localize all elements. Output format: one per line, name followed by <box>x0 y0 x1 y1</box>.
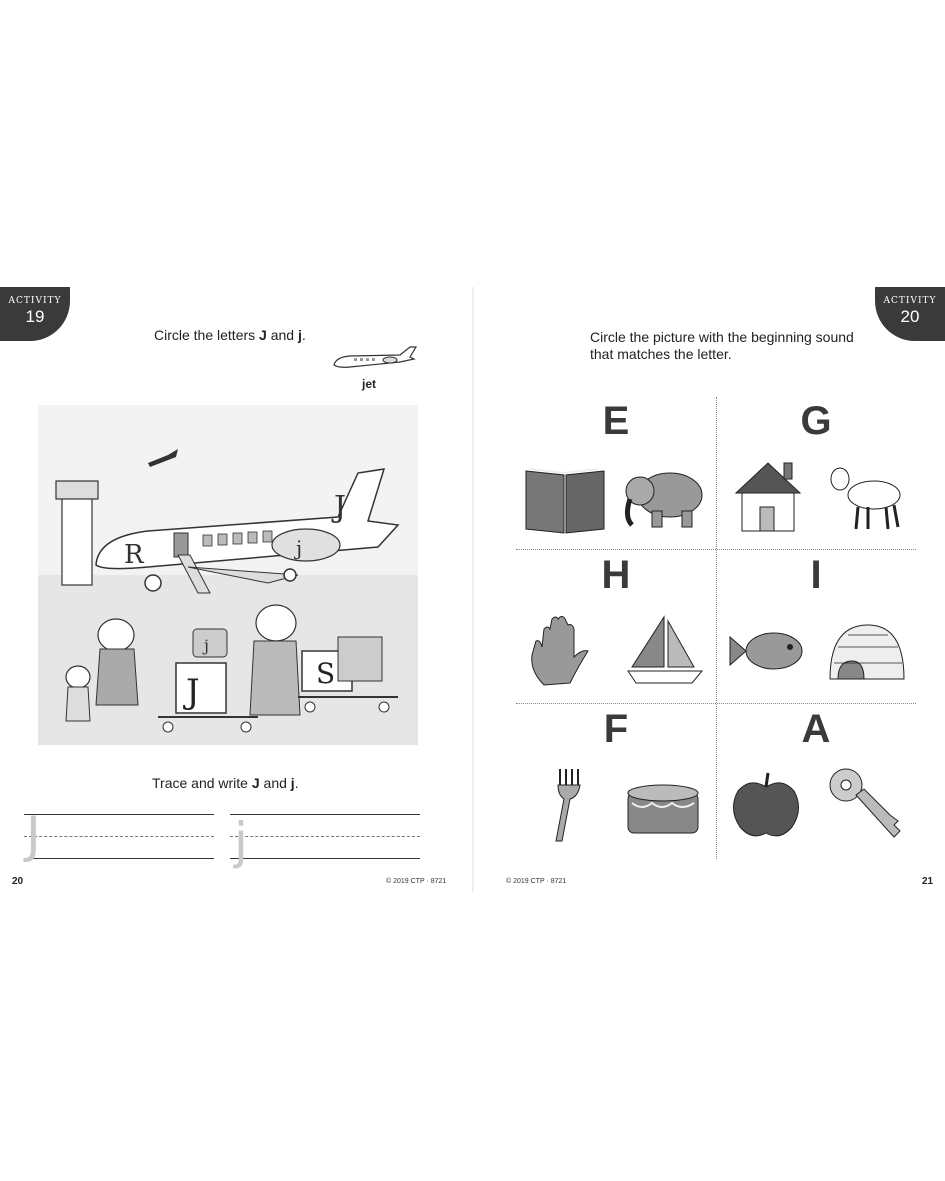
sailboat-icon[interactable] <box>624 611 710 691</box>
scene-letter-R: R <box>124 540 144 570</box>
cell-A <box>716 705 916 855</box>
trace-and: and <box>259 775 291 791</box>
cell-E <box>516 397 716 547</box>
cell-G <box>716 397 916 547</box>
airport-scene <box>38 405 418 745</box>
fish-icon[interactable] <box>726 611 812 691</box>
instruction-letter-upper: J <box>259 327 267 343</box>
instruction-line-1: Circle the picture with the beginning sound <box>590 329 854 345</box>
left-copyright: © 2019 CTP · 8721 <box>386 878 447 885</box>
right-page-number: 21 <box>922 876 934 887</box>
trace-ghost-j: j <box>234 812 248 870</box>
right-copyright: © 2019 CTP · 8721 <box>506 878 567 885</box>
left-page <box>0 287 472 892</box>
activity-tab-20 <box>875 287 945 341</box>
cake-icon[interactable] <box>620 765 706 845</box>
cell-F <box>516 705 716 855</box>
hand-icon[interactable] <box>522 611 608 691</box>
goat-icon[interactable] <box>824 457 910 537</box>
cell-H <box>516 551 716 701</box>
trace-letter-lower: j <box>290 775 295 791</box>
right-instruction <box>590 329 854 363</box>
fork-icon[interactable] <box>522 765 608 845</box>
instruction-end: . <box>301 327 306 343</box>
cell-letter: H <box>601 553 631 597</box>
left-instruction <box>154 327 306 343</box>
jet-label: jet <box>362 377 377 391</box>
trace-area-upper[interactable] <box>24 804 214 864</box>
apple-icon[interactable] <box>726 765 812 845</box>
scene-letter-j-bag: j <box>204 636 209 655</box>
activity-tab-number: 20 <box>900 307 920 326</box>
scene-letter-S-bag: S <box>316 657 336 690</box>
cell-letter: G <box>800 399 832 443</box>
scene-letter-J-bag: J <box>186 672 200 712</box>
elephant-icon[interactable] <box>620 457 706 537</box>
cell-letter: F <box>603 707 629 751</box>
trace-area-lower[interactable] <box>230 804 420 870</box>
trace-text: Trace and write <box>152 775 252 791</box>
trace-letter-upper: J <box>251 775 260 791</box>
cell-letter: E <box>602 399 630 443</box>
scene-letter-J-tail: J <box>334 490 347 525</box>
jet-icon <box>330 343 420 379</box>
workbook-spread <box>0 287 945 892</box>
book-icon[interactable] <box>522 457 608 537</box>
activity-tab-label: ACTIVITY <box>883 296 937 306</box>
instruction-letter-lower: j <box>297 327 302 343</box>
cell-I <box>716 551 916 701</box>
right-page <box>474 287 945 892</box>
cell-letter: A <box>801 707 831 751</box>
activity-tab-19 <box>0 287 70 341</box>
activity-tab-label: ACTIVITY <box>8 296 62 306</box>
trace-ghost-J: J <box>26 806 41 864</box>
instruction-text: Circle the letters <box>154 327 260 343</box>
left-page-number: 20 <box>12 876 24 887</box>
trace-instruction <box>152 775 299 791</box>
key-icon[interactable] <box>824 765 910 845</box>
igloo-icon[interactable] <box>824 611 910 691</box>
trace-end: . <box>294 775 299 791</box>
instruction-line-2: that matches the letter. <box>590 346 732 362</box>
scene-letter-j-engine: j <box>296 536 303 560</box>
instruction-and: and <box>266 327 298 343</box>
cell-letter: I <box>810 553 822 597</box>
house-icon[interactable] <box>730 457 816 537</box>
picture-grid <box>516 397 916 859</box>
activity-tab-number: 19 <box>25 307 45 326</box>
